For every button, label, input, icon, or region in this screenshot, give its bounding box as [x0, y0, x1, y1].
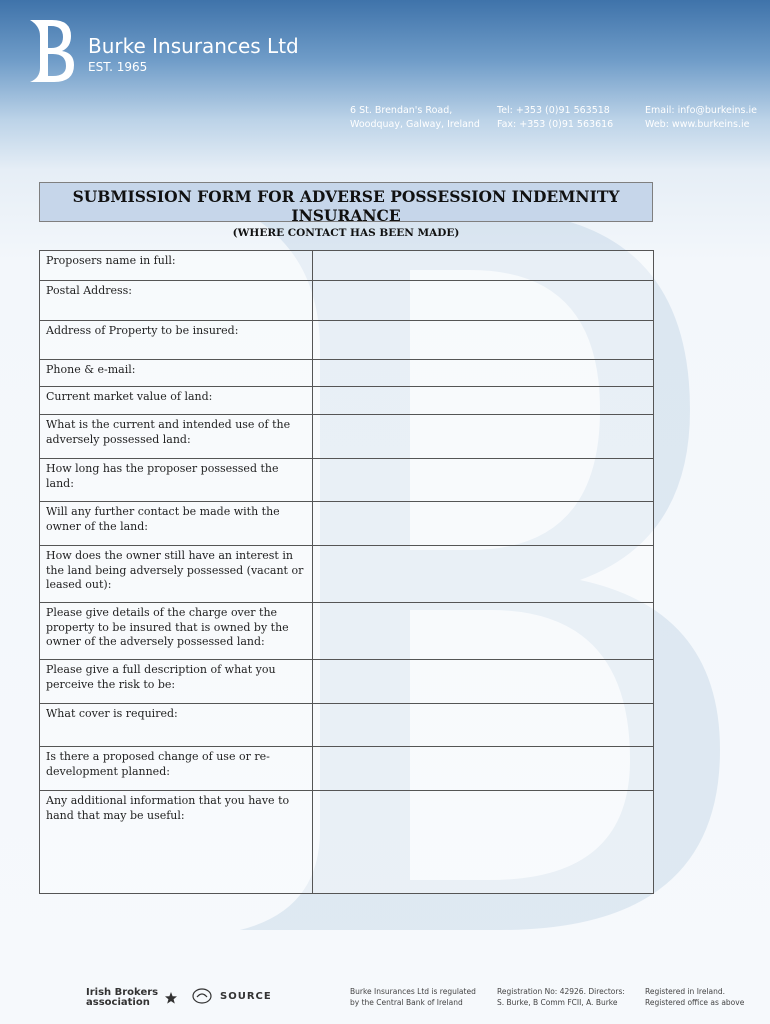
field-label: Please give a full description of what you perceive the risk to be:	[40, 660, 313, 704]
table-row	[40, 360, 654, 387]
irish-brokers-logo	[86, 988, 178, 1008]
source-emblem-icon	[192, 988, 212, 1004]
field-label: Postal Address:	[40, 281, 313, 321]
risk-description-field[interactable]	[312, 660, 653, 704]
regulation-line: by the Central Bank of Ireland	[350, 998, 463, 1007]
table-row	[40, 459, 654, 502]
field-label: Proposers name in full:	[40, 251, 313, 281]
company-logo	[26, 18, 78, 84]
change-of-use-field[interactable]	[312, 747, 653, 791]
owner-interest-field[interactable]	[312, 546, 653, 603]
registered-office-note	[645, 986, 744, 1008]
further-contact-field[interactable]	[312, 502, 653, 546]
address-line: 6 St. Brendan's Road,	[350, 105, 453, 116]
table-row	[40, 502, 654, 546]
field-label: Is there a proposed change of use or re-development planned:	[40, 747, 313, 791]
property-address-field[interactable]	[312, 321, 653, 360]
iba-logo-line: association	[86, 997, 150, 1008]
table-row	[40, 791, 654, 894]
regulation-note	[350, 986, 476, 1008]
proposer-name-field[interactable]	[312, 251, 653, 281]
source-logo	[192, 988, 272, 1004]
table-row	[40, 281, 654, 321]
table-row	[40, 415, 654, 459]
postal-address-field[interactable]	[312, 281, 653, 321]
charge-details-field[interactable]	[312, 603, 653, 660]
table-row	[40, 387, 654, 415]
source-logo-text: SOURCE	[220, 990, 272, 1002]
table-row	[40, 251, 654, 281]
established-year: EST. 1965	[88, 60, 148, 74]
registration-line: Registration No: 42926. Directors:	[497, 987, 625, 996]
land-use-field[interactable]	[312, 415, 653, 459]
table-row	[40, 660, 654, 704]
registration-line: S. Burke, B Comm FCII, A. Burke	[497, 998, 618, 1007]
phone-line: Tel: +353 (0)91 563518	[497, 105, 610, 116]
field-label: Will any further contact be made with the owner of the land:	[40, 502, 313, 546]
field-label: What cover is required:	[40, 704, 313, 747]
field-label: How does the owner still have an interest in the land being adversely possessed (vacant or leased out):	[40, 546, 313, 603]
additional-info-field[interactable]	[312, 791, 653, 894]
field-label: How long has the proposer possessed the land:	[40, 459, 313, 502]
fax-line: Fax: +353 (0)91 563616	[497, 119, 614, 130]
form-title-box	[39, 182, 653, 239]
company-name: Burke Insurances Ltd	[88, 34, 299, 58]
possession-duration-field[interactable]	[312, 459, 653, 502]
market-value-field[interactable]	[312, 387, 653, 415]
brand-block	[88, 34, 299, 74]
iba-logo-line: Irish Brokers	[86, 987, 159, 998]
phone-block	[497, 104, 613, 132]
table-row	[40, 546, 654, 603]
address-block	[350, 104, 480, 132]
field-label: Please give details of the charge over the property to be insured that is owned by the owner of the adversely possessed land:	[40, 603, 313, 660]
table-row	[40, 704, 654, 747]
table-row	[40, 747, 654, 791]
table-row	[40, 321, 654, 360]
web-line[interactable]: Web: www.burkeins.ie	[645, 119, 750, 130]
address-line: Woodquay, Galway, Ireland	[350, 119, 480, 130]
cover-required-field[interactable]	[312, 704, 653, 747]
field-label: Phone & e-mail:	[40, 360, 313, 387]
email-line[interactable]: Email: info@burkeins.ie	[645, 105, 757, 116]
form-title: SUBMISSION FORM FOR ADVERSE POSSESSION INDEMNITY INSURANCE	[72, 187, 620, 225]
submission-form-table	[39, 250, 654, 894]
field-label: Any additional information that you have to hand that may be useful:	[40, 791, 313, 894]
online-block	[645, 104, 757, 132]
registered-line: Registered in Ireland.	[645, 987, 726, 996]
field-label: What is the current and intended use of the adversely possessed land:	[40, 415, 313, 459]
field-label: Current market value of land:	[40, 387, 313, 415]
regulation-line: Burke Insurances Ltd is regulated	[350, 987, 476, 996]
form-subtitle: (WHERE CONTACT HAS BEEN MADE)	[232, 227, 460, 239]
registration-note	[497, 986, 625, 1008]
star-icon	[164, 991, 178, 1005]
field-label: Address of Property to be insured:	[40, 321, 313, 360]
table-row	[40, 603, 654, 660]
registered-line: Registered office as above	[645, 998, 745, 1007]
phone-email-field[interactable]	[312, 360, 653, 387]
